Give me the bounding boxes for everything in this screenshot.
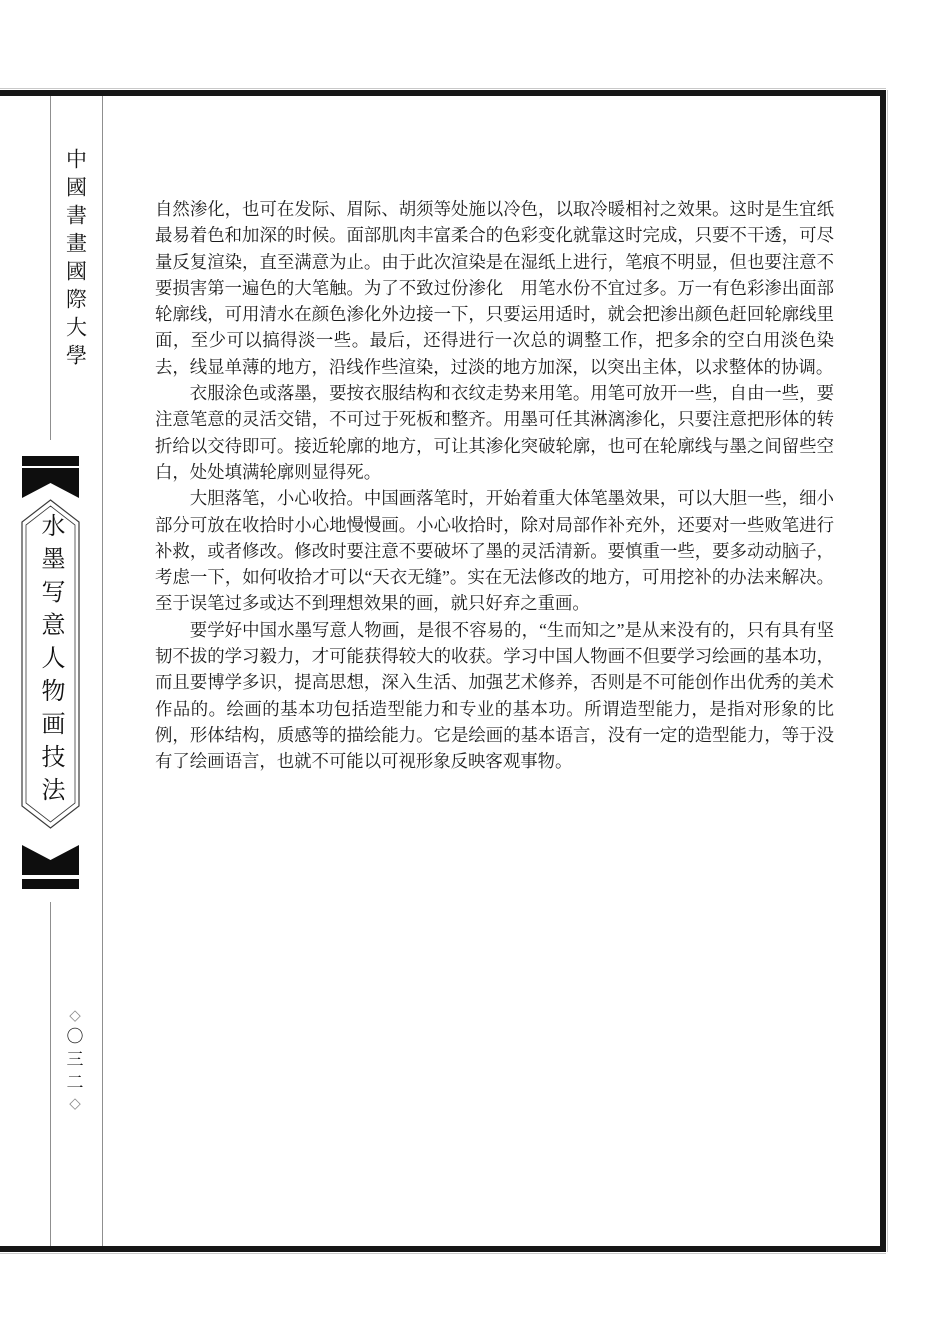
banner-title: 水墨写意人物画技法 [37,513,63,810]
body-text [155,196,834,775]
frame-top-border [0,90,886,96]
paragraph: 自然渗化，也可在发际、眉际、胡须等处施以冷色，以取冷暖相衬之效果。这时是生宜纸最易着色和加深的时候。面部肌肉丰富柔合的色彩变化就靠这时完成，只要不干透，可尽量反复渲染，直至满意为止。由于此次渲染是在湿纸上进行，笔痕不明显，但也要注意不要损害第一遍色的大笔触。为了不致过份渗化 用笔水份不宜过多。万一有色彩渗出面部轮廓线，可用清水在颜色渗化外边接一下，只要运用适时，就会把渗出颜色赶回轮廓线里面，至少可以搞得淡一些。最后，还得进行一次总的调整工作，把多余的空白用淡色染去，线显单薄的地方，沿线作些渲染，过淡的地方加深，以突出主体，以求整体的协调。 [155,199,834,377]
paragraph: 衣服涂色或落墨，要按衣服结构和衣纹走势来用笔。用笔可放开一些，自由一些，要注意笔意的灵活交错，不可过于死板和整齐。用墨可任其淋漓渗化，只要注意把形体的转折给以交待即可。接近轮廓的地方，可让其渗化突破轮廓，也可在轮廓线与墨之间留些空白，处处填满轮廓则显得死。 [155,383,834,482]
ribbon-top-flag-icon [22,468,79,498]
spine-rule-bottom [50,902,51,1246]
spine-title: 中國書畫國際大學 [63,148,88,372]
page-number-digit: 〇 [66,1027,84,1046]
page-number-digit: 三 [66,1050,84,1069]
page-number-digit: 二 [66,1073,84,1092]
ribbon-bottom-bar-icon [22,879,79,889]
frame-bottom-border [0,1246,886,1252]
margin-rule [102,96,103,1246]
diamond-ornament-icon: ◇ [69,1006,81,1024]
diamond-ornament-icon: ◇ [69,1094,81,1112]
spine-rule-top [50,96,51,440]
page-number [67,1006,84,1113]
paragraph: 要学好中国水墨写意人物画，是很不容易的，“生而知之”是从来没有的，只有具有坚韧不拔的学习毅力，才可能获得较大的收获。学习中国人物画不但要学习绘画的基本功，而且要博学多识，提高思想，深入生活、加强艺术修养，否则是不可能创作出优秀的美术作品的。绘画的基本功包括造型能力和专业的基本功。所谓造型能力，是指对形象的比例，形体结构，质感等的描绘能力。它是绘画的基本语言，没有一定的造型能力，等于没有了绘画语言，也就不可能以可视形象反映客观事物。 [155,619,834,772]
ribbon-bottom-flag-icon [22,845,79,875]
ribbon-top-bar-icon [22,456,79,466]
paragraph: 大胆落笔，小心收拾。中国画落笔时，开始着重大体笔墨效果，可以大胆一些，细小部分可放在收拾时小心地慢慢画。小心收拾时，除对局部作补充外，还要对一些败笔进行补救，或者修改。修改时要注意不要破坏了墨的灵活清新。要慎重一些，要多动动脑子，考虑一下，如何收拾才可以“天衣无缝”。实在无法修改的地方，可用挖补的办法来解决。至于误笔过多或达不到理想效果的画，就只好弃之重画。 [155,488,834,614]
frame-right-border [880,90,886,1252]
